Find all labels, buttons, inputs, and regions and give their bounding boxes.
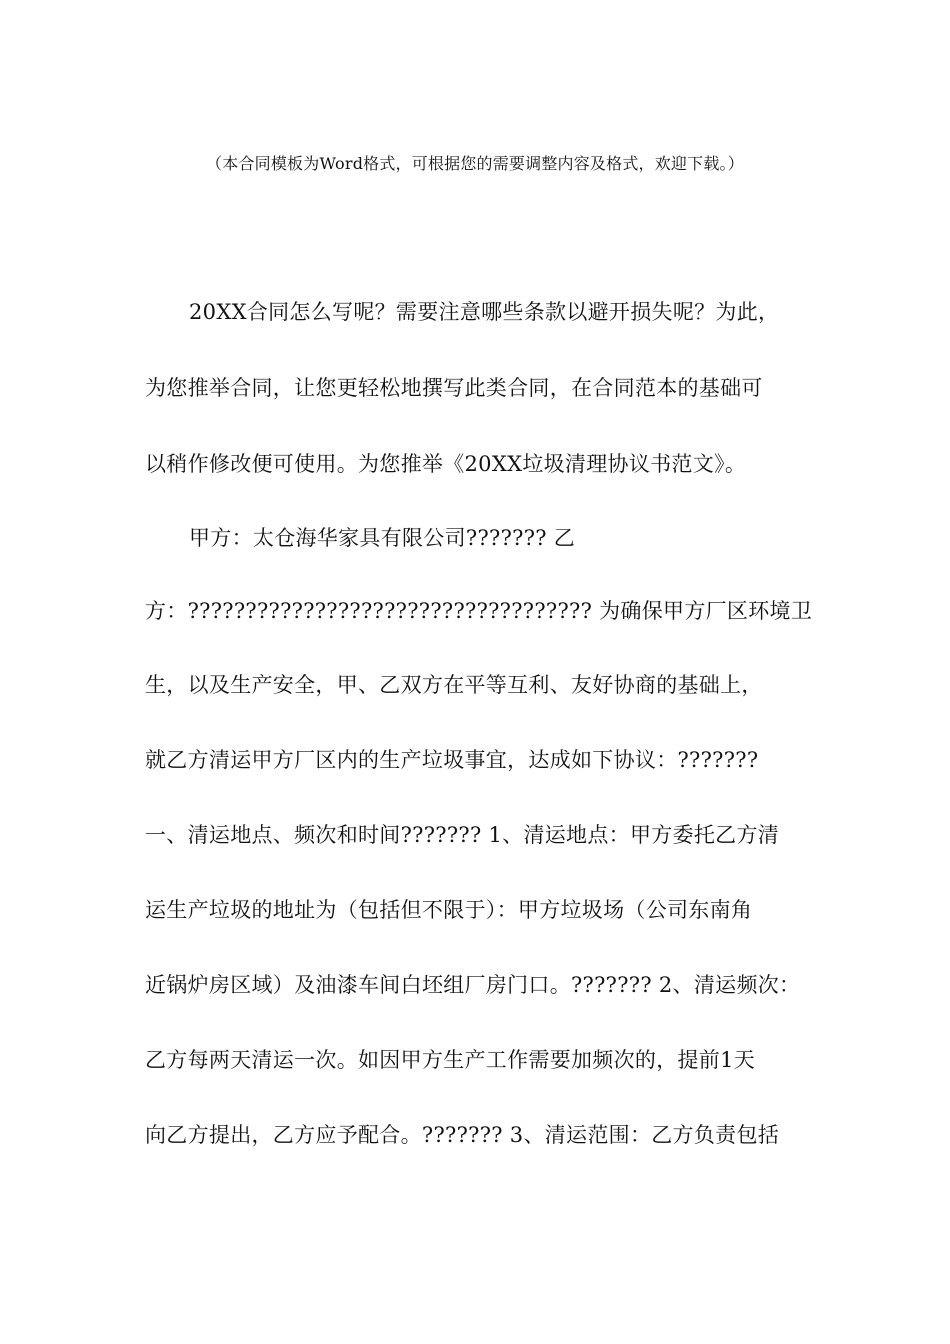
- paragraph-line-7: 就乙方清运甲方厂区内的生产垃圾事宜，达成如下协议：???????: [145, 748, 759, 772]
- paragraph-line-4: 甲方：太仓海华家具有限公司??????? 乙: [189, 526, 576, 550]
- paragraph-line-8: 一、清运地点、频次和时间??????? 1、清运地点：甲方委托乙方清: [145, 823, 780, 847]
- paragraph-line-5: 方：??????????????????????????????????? 为确保甲方厂区环境卫: [145, 599, 813, 623]
- template-note: （本合同模板为Word格式，可根据您的需要调整内容及格式，欢迎下载。）: [206, 154, 744, 173]
- paragraph-line-2: 为您推举合同，让您更轻松地撰写此类合同，在合同范本的基础可: [145, 376, 763, 400]
- paragraph-line-10: 近锅炉房区域）及油漆车间白坯组厂房门口。??????? 2、清运频次：: [145, 973, 801, 997]
- paragraph-line-1: 20XX合同怎么写呢？需要注意哪些条款以避开损失呢？为此，: [189, 300, 780, 324]
- paragraph-line-9: 运生产垃圾的地址为（包括但不限于）：甲方垃圾场（公司东南角: [145, 898, 753, 922]
- paragraph-line-6: 生，以及生产安全，甲、乙双方在平等互利、友好协商的基础上，: [145, 673, 763, 697]
- paragraph-line-11: 乙方每两天清运一次。如因甲方生产工作需要加频次的，提前1天: [145, 1048, 756, 1072]
- paragraph-line-3: 以稍作修改便可使用。为您推举《20XX垃圾清理协议书范文》。: [145, 452, 747, 476]
- paragraph-line-12: 向乙方提出，乙方应予配合。??????? 3、清运范围：乙方负责包括: [145, 1123, 780, 1147]
